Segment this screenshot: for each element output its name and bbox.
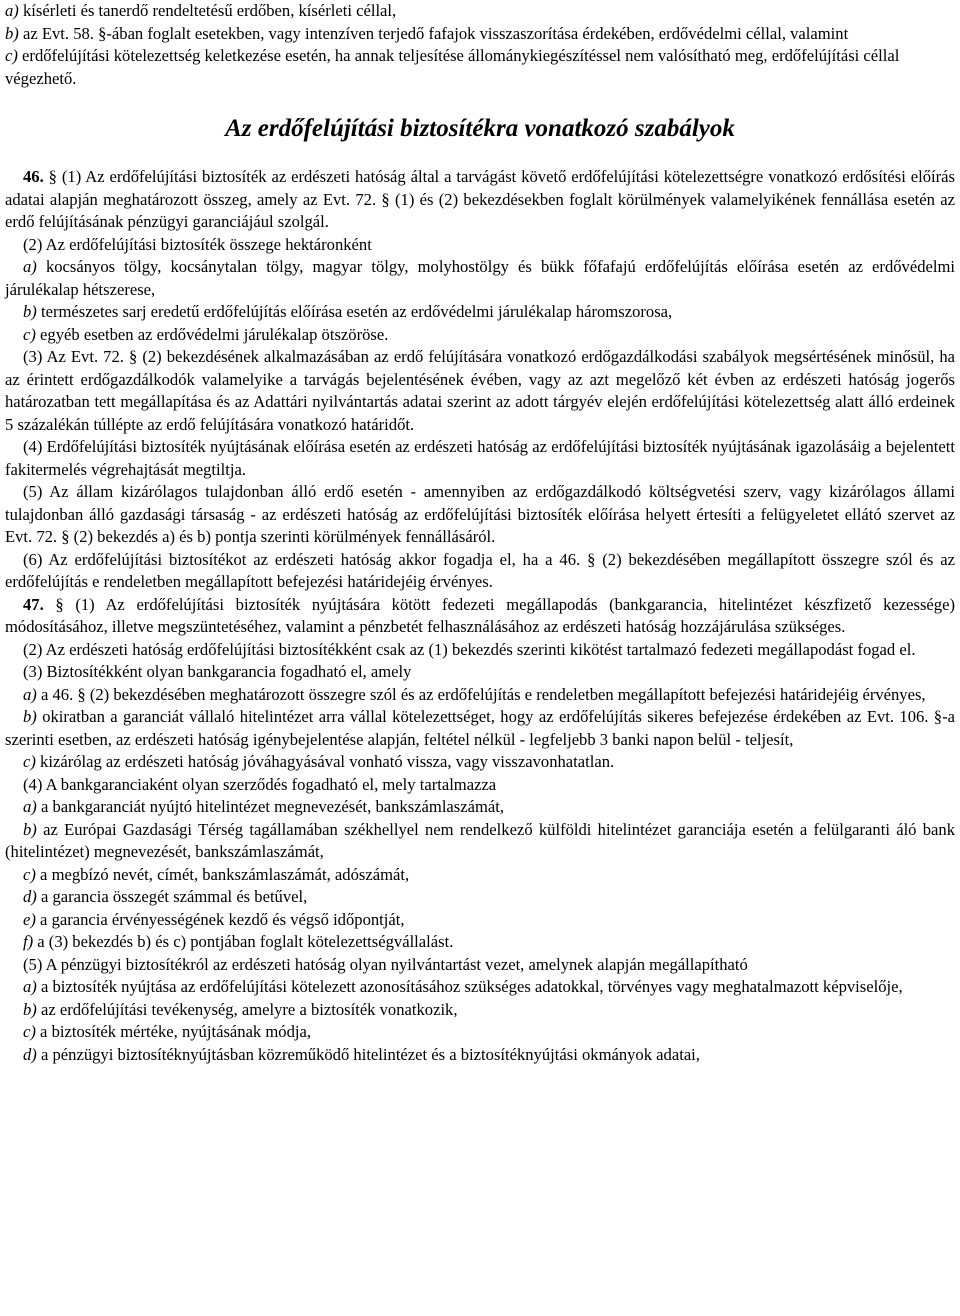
paragraph xyxy=(5,301,955,324)
paragraph-text: a bankgaranciát nyújtó hitelintézet megnevezését, bankszámlaszámát, xyxy=(36,797,505,816)
paragraph xyxy=(5,999,955,1022)
point-letter: f) xyxy=(23,932,34,951)
paragraph-text: az Európai Gazdasági Térség tagállamában székhellyel nem rendelkező külföldi hitelintézet garanciája esetén a felülgaranti áló bank (hitelintézet) megnevezését, bankszámlaszámát, xyxy=(5,819,955,861)
paragraph-text: a garancia összegét számmal és betűvel, xyxy=(36,887,308,906)
point-letter: a) xyxy=(5,1,19,20)
paragraph-text: (2) Az erdőfelújítási biztosíték összege hektáronként xyxy=(23,234,372,254)
paragraph-text: az erdőfelújítási tevékenység, amelyre a biztosíték vonatkozik, xyxy=(36,999,458,1019)
paragraph xyxy=(5,909,955,932)
paragraph xyxy=(5,594,955,639)
paragraph-text: (6) Az erdőfelújítási biztosítékot az erdészeti hatóság akkor fogadja el, ha a 46. § (2) bekezdésében megállapított összegre szól és az erdőfelújítás e rendeletben megállapított befejezési határidejéig érvényes. xyxy=(5,549,955,591)
point-letter: c) xyxy=(23,324,36,344)
paragraph xyxy=(5,166,955,234)
paragraph xyxy=(5,0,955,23)
paragraph xyxy=(5,751,955,774)
paragraph xyxy=(5,796,955,819)
point-letter: d) xyxy=(23,887,37,906)
paragraph xyxy=(5,1021,955,1044)
paragraph xyxy=(5,864,955,887)
section-number: 46. xyxy=(23,167,44,186)
point-letter: a) xyxy=(23,684,37,704)
paragraph-text: erdőfelújítási kötelezettség keletkezése esetén, ha annak teljesítése állománykiegészítéssel nem valósítható meg, erdőfelújítási céllal xyxy=(17,46,900,65)
paragraph-text: § (1) Az erdőfelújítási biztosíték nyújtására kötött fedezeti megállapodás (bankgarancia, hitelintézet készfizető kezessége) módosításához, illetve megszüntetéséhez, valamint a pénzbetét felhasználásához az erdészeti hatóság hozzájárulása szükséges. xyxy=(5,594,955,636)
section-number: 47. xyxy=(23,594,44,614)
point-letter: c) xyxy=(23,864,36,884)
point-letter: b) xyxy=(23,819,37,839)
paragraph xyxy=(5,661,955,684)
paragraph xyxy=(5,954,955,977)
paragraph xyxy=(5,68,955,91)
paragraph-text: egyéb esetben az erdővédelmi járulékalap ötszöröse. xyxy=(35,324,389,344)
paragraph-text: (2) Az erdészeti hatóság erdőfelújítási biztosítékként csak az (1) bekezdés szerinti kikötést tartalmazó fedezeti megállapodást fogad el. xyxy=(23,639,916,659)
point-letter: a) xyxy=(23,797,37,816)
paragraph xyxy=(5,886,955,909)
paragraph-text: a (3) bekezdés b) és c) pontjában foglalt kötelezettségvállalást. xyxy=(33,932,454,951)
paragraph xyxy=(5,234,955,257)
paragraph-text: (3) Biztosítékként olyan bankgarancia fogadható el, amely xyxy=(23,662,412,681)
paragraph xyxy=(5,684,955,707)
paragraph-text: (3) Az Evt. 72. § (2) bekezdésének alkalmazásában az erdő felújítására vonatkozó erdőgazdálkodási szabályok megsértésének minősül, ha az érintett erdőgazdálkodók valamelyike a tarvágás bejelentésének évében, vagy az azt megelőző két évben az erdészeti hatóság jogerős határozatban tett megállapítása és az Adattári nyilvántartás adatai szerint az adott tárgyév elején erdőfelújítási kötelezettség alatt álló erdeinek 5 százalékán túllépte az erdő felújítására vonatkozó határidőt. xyxy=(5,347,955,434)
point-letter: a) xyxy=(23,257,37,276)
paragraph-text: természetes sarj eredetű erdőfelújítás előírása esetén az erdővédelmi járulékalap háromszorosa, xyxy=(36,302,673,321)
paragraph xyxy=(5,1044,955,1067)
section-heading: Az erdőfelújítási biztosítékra vonatkozó szabályok xyxy=(225,115,735,142)
point-letter: e) xyxy=(23,909,36,929)
paragraph xyxy=(5,774,955,797)
paragraph xyxy=(5,481,955,549)
point-letter: b) xyxy=(23,999,37,1019)
paragraph-text: az Evt. 58. §-ában foglalt esetekben, vagy intenzíven terjedő fafajok visszaszorítása érdekében, erdővédelmi céllal, valamint xyxy=(18,23,849,43)
point-letter: c) xyxy=(5,46,18,65)
point-letter: b) xyxy=(23,707,37,726)
paragraph-text: kizárólag az erdészeti hatóság jóváhagyásával vonható vissza, vagy visszavonhatatlan. xyxy=(35,752,615,771)
point-letter: b) xyxy=(5,23,19,43)
paragraph-text: § (1) Az erdőfelújítási biztosíték az erdészeti hatóság által a tarvágást követő erdőfelújítási kötelezettségre vonatkozó erdősítési előírás adatai alapján meghatározott összeg, amely az Evt. 72. § (1) és (2) bekezdésekben foglalt körülmények valamelyikének fennállása esetén az erdő felújításának pénzügyi garanciájául szolgál. xyxy=(5,167,955,231)
paragraph-text: a biztosíték nyújtása az erdőfelújítási kötelezett azonosításához szükséges adatokkal, törvényes vagy meghatalmazott képviselője, xyxy=(36,977,903,996)
paragraph-text: (4) A bankgaranciaként olyan szerződés fogadható el, mely tartalmazza xyxy=(23,774,497,794)
paragraph-text: okiratban a garanciát vállaló hitelintézet arra vállal kötelezettséget, hogy az erdőfelújítás sikeres befejezése érdekében az Evt. 106. §-a szerinti esetben, az erdészeti hatóság igénybejelentése alapján, feltétel nélkül - legfeljebb 3 banki napon belül - teljesít, xyxy=(5,707,955,749)
paragraph xyxy=(5,324,955,347)
paragraph xyxy=(5,706,955,751)
paragraph-text: a garancia érvényességének kezdő és végső időpontját, xyxy=(35,909,405,929)
paragraph-text: a megbízó nevét, címét, bankszámlaszámát, adószámát, xyxy=(35,864,410,884)
paragraph-text: a 46. § (2) bekezdésében meghatározott összegre szól és az erdőfelújítás e rendeletben megállapított befejezési határidejéig érvényes, xyxy=(36,684,926,704)
body-section xyxy=(5,166,955,1066)
paragraph-text: kísérleti és tanerdő rendeltetésű erdőben, kísérleti céllal, xyxy=(18,1,397,20)
paragraph xyxy=(5,639,955,662)
paragraph xyxy=(5,549,955,594)
paragraph xyxy=(5,436,955,481)
paragraph-text: (5) Az állam kizárólagos tulajdonban álló erdő esetén - amennyiben az erdőgazdálkodó költségvetési szerv, vagy kizárólagos állami tulajdonban álló gazdasági társaság - az erdészeti hatóság az erdőfelújítási biztosíték előírása helyett értesíti a felügyeletet ellátó szervet az Evt. 72. § (2) bekezdés a) és b) pontja szerinti körülmények fennállásáról. xyxy=(5,482,955,546)
paragraph xyxy=(5,976,955,999)
point-letter: d) xyxy=(23,1044,37,1064)
point-letter: b) xyxy=(23,302,37,321)
intro-section xyxy=(5,0,955,90)
paragraph-text: kocsányos tölgy, kocsánytalan tölgy, magyar tölgy, molyhostölgy és bükk főfafajú erdőfelújítás előírása esetén az erdővédelmi járulékalap hétszerese, xyxy=(5,257,955,299)
paragraph-text: (4) Erdőfelújítási biztosíték nyújtásának előírása esetén az erdészeti hatóság az erdőfelújítási biztosíték nyújtásának igazolásáig a bejelentett fakitermelés végrehajtását megtiltja. xyxy=(5,437,955,479)
point-letter: c) xyxy=(23,1022,36,1041)
paragraph xyxy=(5,23,955,46)
paragraph xyxy=(5,819,955,864)
paragraph-text: a pénzügyi biztosítéknyújtásban közreműködő hitelintézet és a biztosítéknyújtási okmányok adatai, xyxy=(36,1044,700,1064)
paragraph xyxy=(5,256,955,301)
paragraph-text: végezhető. xyxy=(5,68,77,88)
paragraph-text: (5) A pénzügyi biztosítékról az erdészeti hatóság olyan nyilvántartást vezet, amelynek alapján megállapítható xyxy=(23,954,748,974)
paragraph xyxy=(5,45,955,68)
paragraph-text: a biztosíték mértéke, nyújtásának módja, xyxy=(35,1022,311,1041)
paragraph xyxy=(5,346,955,436)
point-letter: a) xyxy=(23,977,37,996)
point-letter: c) xyxy=(23,752,36,771)
paragraph xyxy=(5,931,955,954)
